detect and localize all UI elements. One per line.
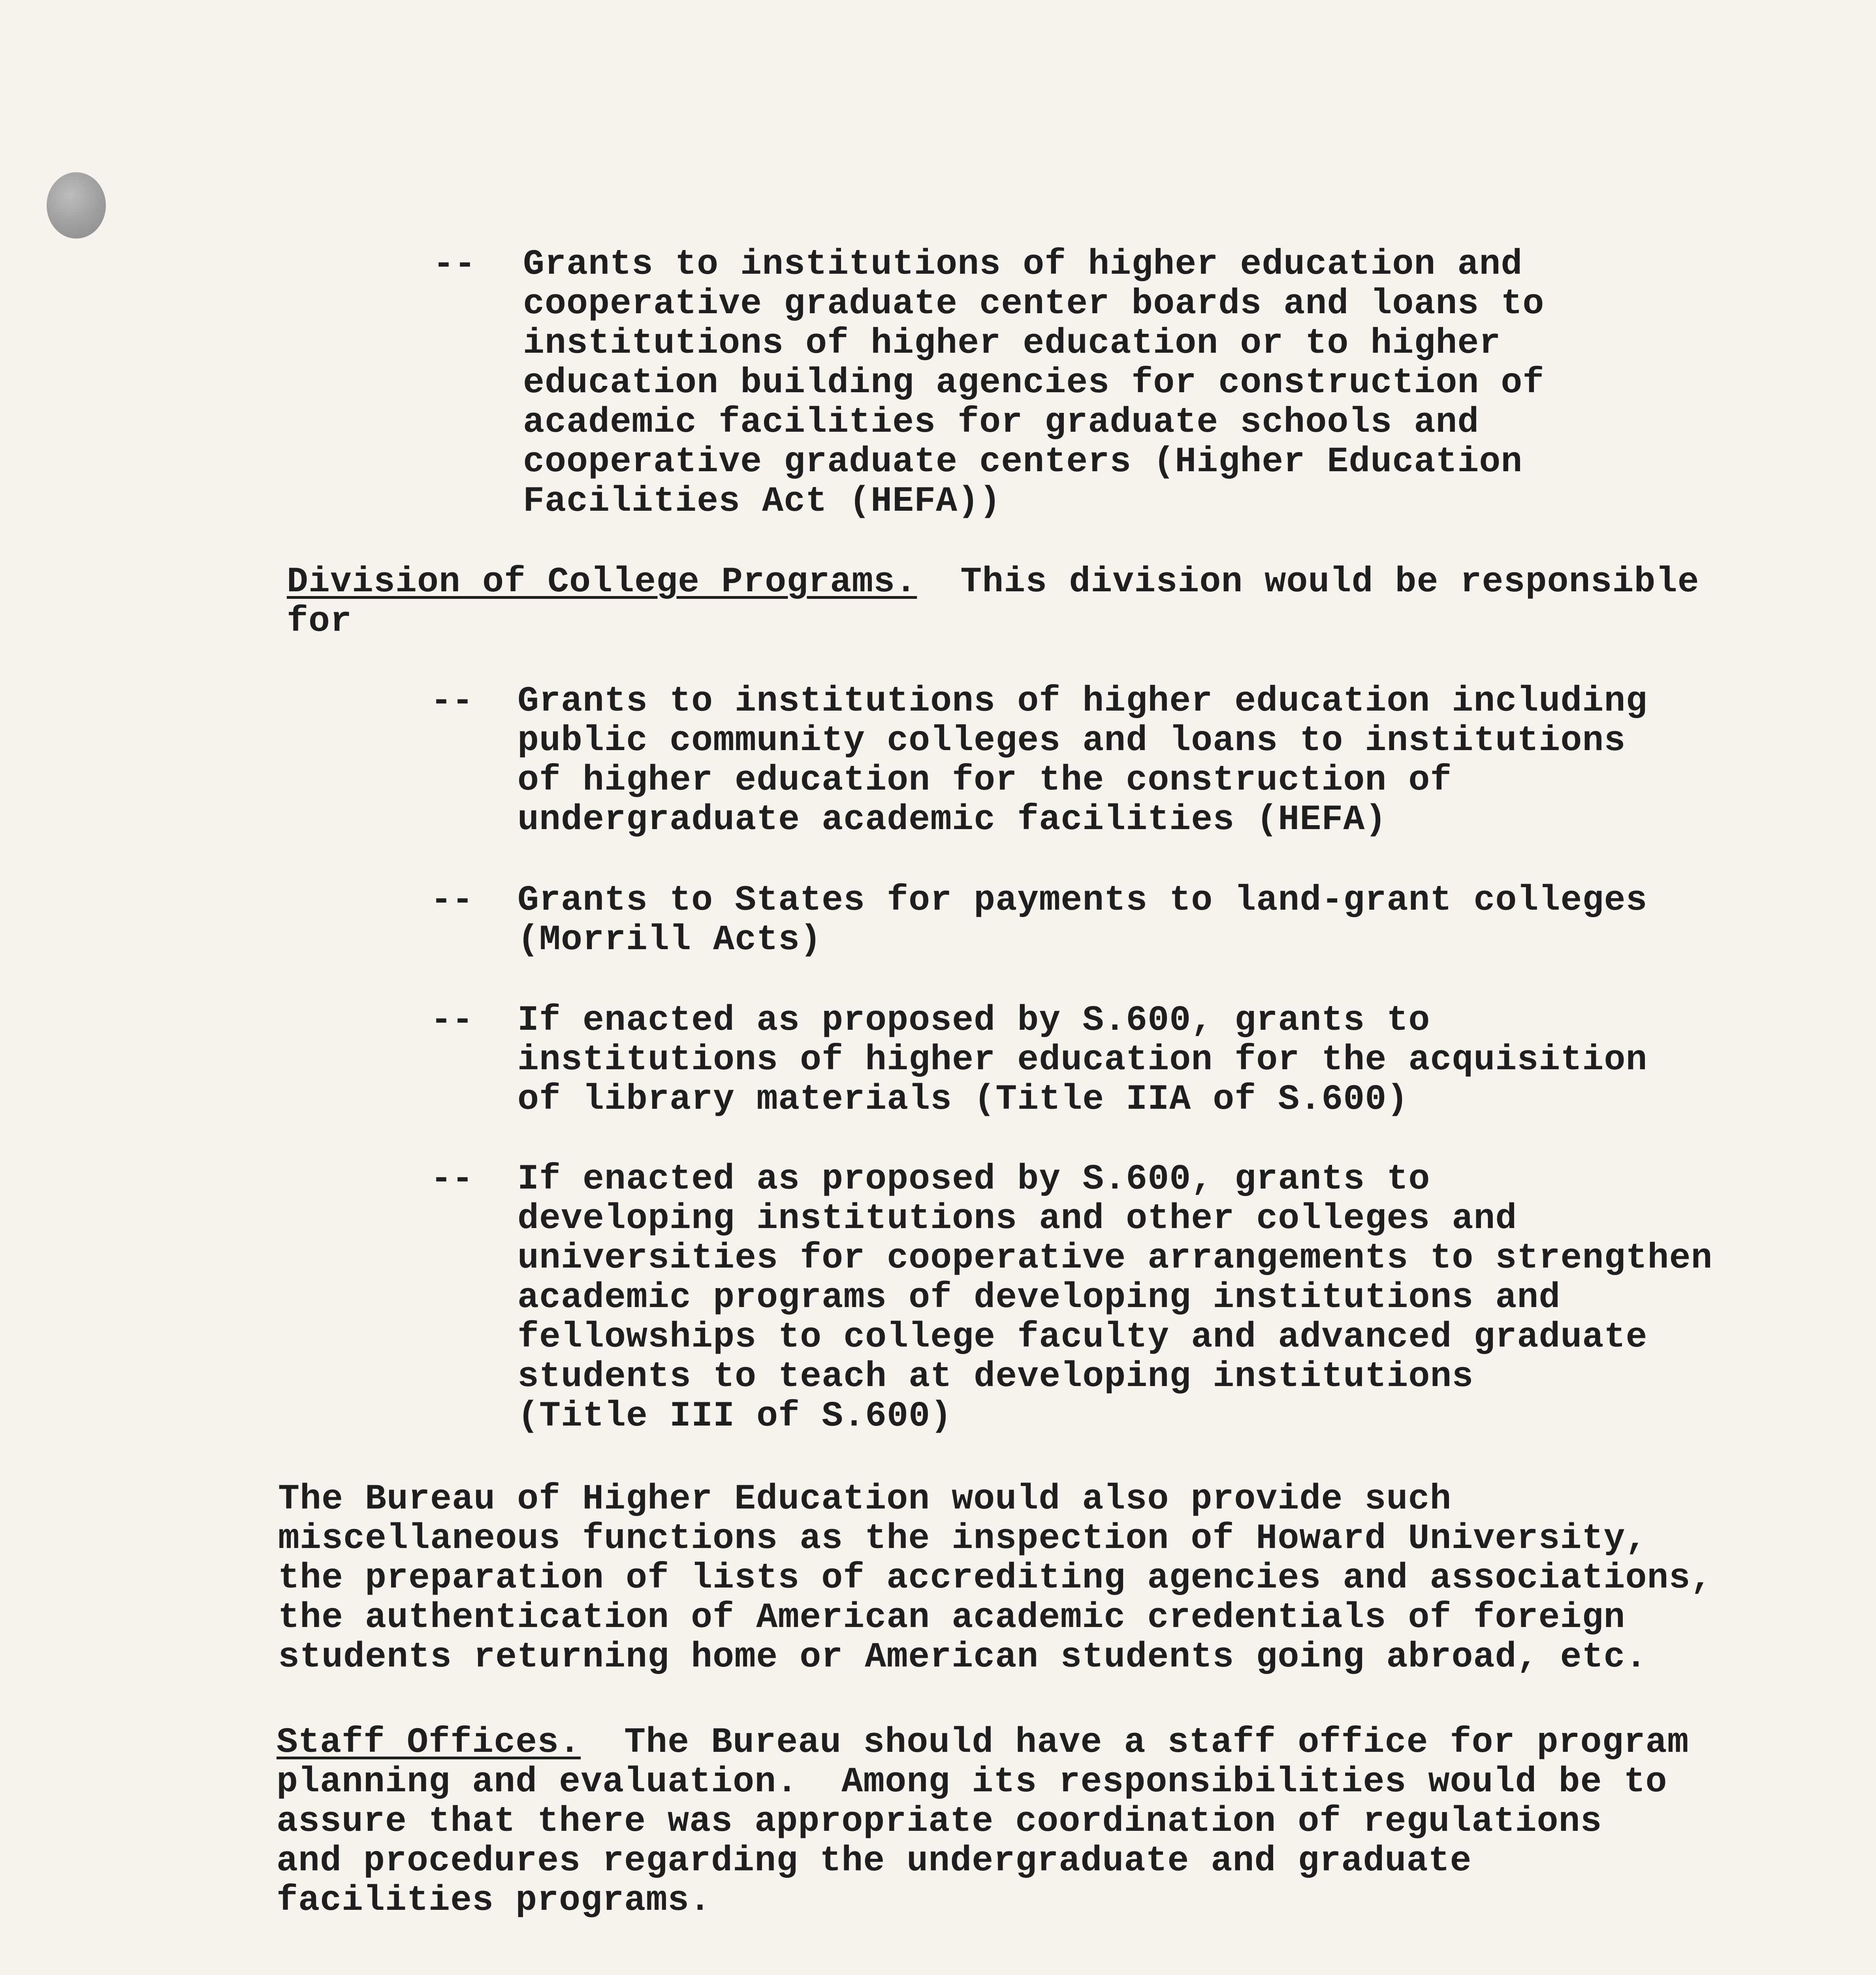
staff-offices-line1-rest: The Bureau should have a staff office for program xyxy=(581,1723,1689,1763)
division-intro-line xyxy=(287,562,1699,602)
bullet-item-developing-institutions: If enacted as proposed by S.600, grants to developing institutions and other colleges and universities for cooperative arrangements to strengthen academic programs of developing institutions and fellowships to college faculty and advanced graduate students to teach at developing institutions (Title III of S.600) xyxy=(517,1159,1713,1437)
bullet-dash: -- xyxy=(431,1001,474,1041)
bullet-item-land-grant: Grants to States for payments to land-grant colleges (Morrill Acts) xyxy=(517,880,1648,960)
division-intro-rest: This division would be responsible xyxy=(917,562,1699,602)
staff-offices-heading: Staff Offices. xyxy=(277,1723,581,1763)
bullet-item-graduate-facilities: Grants to institutions of higher education and cooperative graduate center boards and loans to institutions of higher education or to higher education building agencies for construction of academic facilities for graduate schools and cooperative graduate centers (Higher Education Facilities Act (HEFA)) xyxy=(523,245,1545,522)
bullet-dash: -- xyxy=(431,880,474,921)
staff-offices-line xyxy=(277,1723,1689,1762)
bullet-item-library-materials: If enacted as proposed by S.600, grants to institutions of higher education for the acquisition of library materials (Title IIA of S.600) xyxy=(517,1001,1648,1120)
division-heading: Division of College Programs. xyxy=(287,562,917,602)
staff-offices-paragraph: planning and evaluation. Among its responsibilities would be to assure that there was appropriate coordination of regulations and procedures regarding the undergraduate and graduate facilities programs. xyxy=(277,1762,1667,1921)
division-intro-cont: for xyxy=(287,602,352,642)
bullet-dash: -- xyxy=(431,681,474,722)
bullet-item-undergraduate-facilities: Grants to institutions of higher education including public community colleges and loans to institutions of higher education for the construction of undergraduate academic facilities (HEFA) xyxy=(517,681,1648,840)
bullet-dash: -- xyxy=(431,1159,474,1200)
bullet-dash: -- xyxy=(433,245,476,285)
bureau-functions-paragraph: The Bureau of Higher Education would also provide such miscellaneous functions as the inspection of Howard University, the preparation of lists of accrediting agencies and associations, the authentication of American academic credentials of foreign students returning home or American students going abroad, etc. xyxy=(278,1479,1712,1678)
binder-hole-top xyxy=(47,172,106,239)
